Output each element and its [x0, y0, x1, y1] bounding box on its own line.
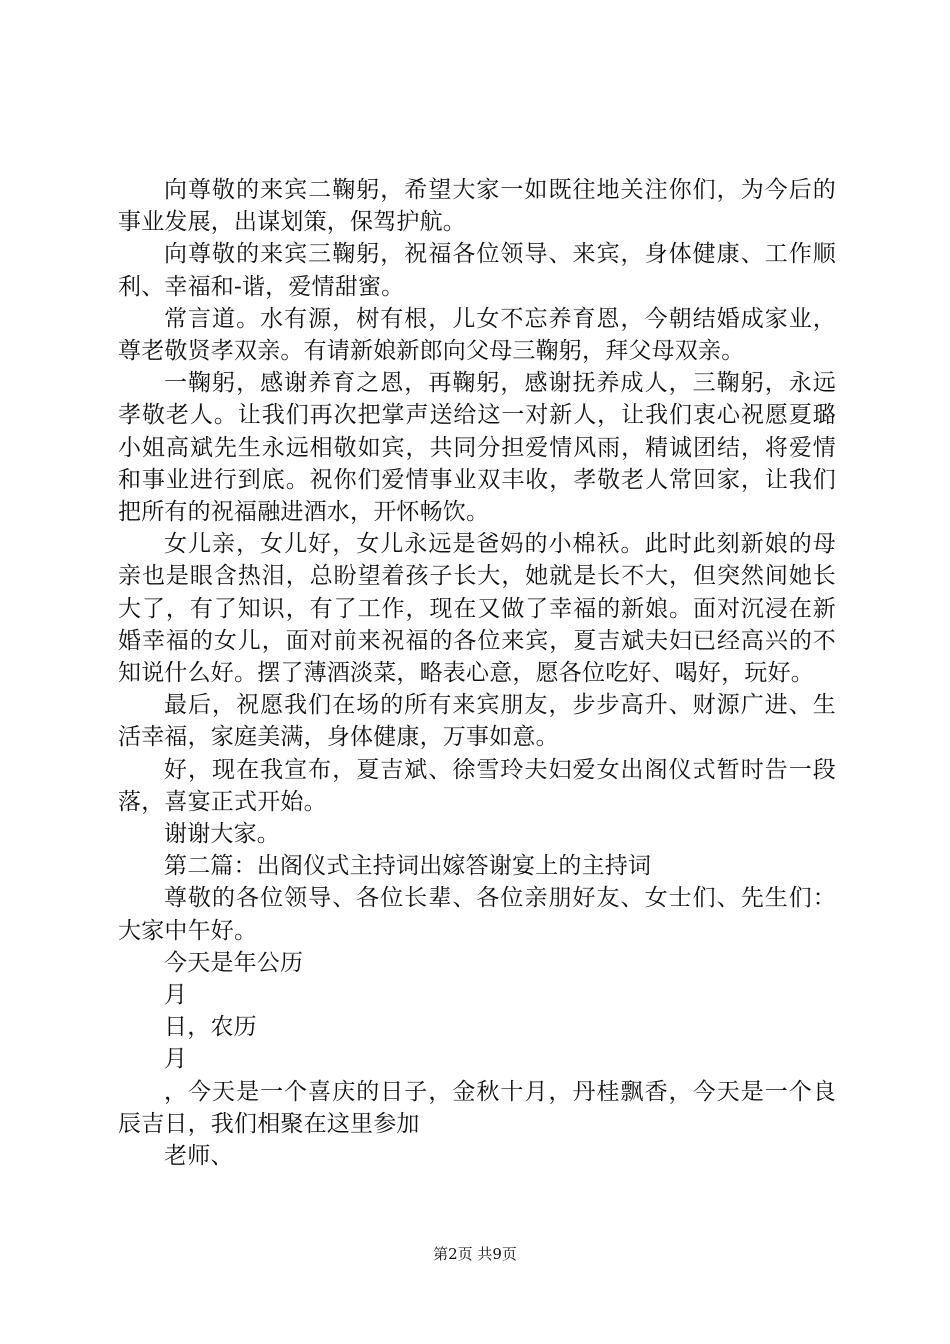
paragraph: 月: [164, 982, 188, 1009]
paragraph: 今天是年公历: [164, 949, 304, 976]
paragraph: 尊敬的各位领导、各位长辈、各位亲朋好友、女士们、先生们：大家中午好。: [118, 885, 836, 944]
paragraph: 日，农历: [164, 1014, 257, 1041]
paragraph: 一鞠躬，感谢养育之恩，再鞠躬，感谢抚养成人，三鞠躬，永远孝敬老人。让我们再次把掌声送给这一对新人，让我们衷心祝愿夏璐小姐高斌先生永远相敬如宾，共同分担爱情风雨，精诚团结，将爱情和事业进行到底。祝你们爱情事业双丰收，孝敬老人常回家，让我们把所有的祝福融进酒水，开怀畅饮。: [118, 370, 836, 526]
section-heading: 第二篇：出阁仪式主持词出嫁答谢宴上的主持词: [164, 853, 652, 880]
paragraph: 好，现在我宣布，夏吉斌、徐雪玲夫妇爱女出阁仪式暂时告一段落，喜宴正式开始。: [118, 756, 836, 815]
paragraph: 月: [164, 1046, 188, 1073]
paragraph: 常言道。水有源，树有根，儿女不忘养育恩，今朝结婚成家业，尊老敬贤孝双亲。有请新娘新郎向父母三鞠躬，拜父母双亲。: [118, 305, 836, 365]
paragraph: 向尊敬的来宾二鞠躬，希望大家一如既往地关注你们，为今后的事业发展，出谋划策，保驾护航。: [118, 177, 836, 236]
document-body: [118, 174, 836, 1172]
page-number-footer: 第2页 共9页: [433, 1245, 517, 1263]
paragraph: ，今天是一个喜庆的日子，金秋十月，丹桂飘香，今天是一个良辰吉日，我们相聚在这里参加: [118, 1078, 836, 1137]
paragraph: 谢谢大家。: [164, 821, 280, 848]
paragraph: 女儿亲，女儿好，女儿永远是爸妈的小棉袄。此时此刻新娘的母亲也是眼含热泪，总盼望着孩子长大，她就是长不大，但突然间她长大了，有了知识，有了工作，现在又做了幸福的新娘。面对沉浸在新婚幸福的女儿，面对前来祝福的各位来宾，夏吉斌夫妇已经高兴的不知说什么好。摆了薄酒淡菜，略表心意，愿各位吃好、喝好，玩好。: [118, 531, 836, 687]
paragraph: 最后，祝愿我们在场的所有来宾朋友，步步高升、财源广进、生活幸福，家庭美满，身体健康，万事如意。: [118, 692, 836, 751]
paragraph: 向尊敬的来宾三鞠躬，祝福各位领导、来宾，身体健康、工作顺利、幸福和-谐，爱情甜蜜。: [118, 241, 836, 300]
paragraph: 老师、: [164, 1143, 234, 1170]
